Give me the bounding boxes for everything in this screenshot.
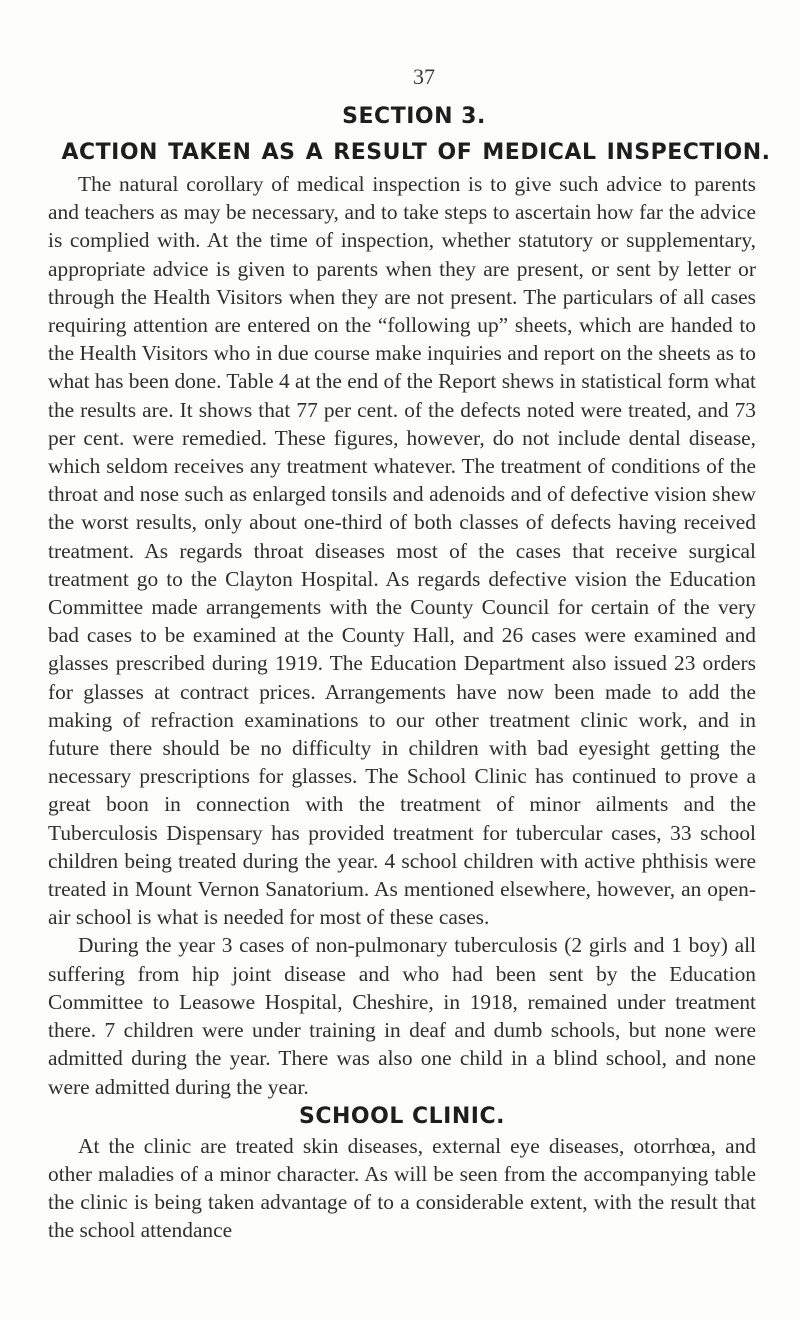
school-clinic-heading: SCHOOL CLINIC. (299, 1103, 505, 1129)
document-body (48, 170, 756, 1245)
paragraph-school-clinic: At the clinic are treated skin diseases, external eye diseases, otorrhœa, and other maladies of a minor character. As will be seen from the accompanying table the clinic is being taken advantage of to a considerable extent, with the result that the school attendance (48, 1133, 756, 1243)
page-number: 37 (413, 64, 435, 89)
paragraph-medical-inspection-actions: The natural corollary of medical inspection is to give such advice to parents and teachers as may be necessary, and to take steps to ascertain how far the advice is complied with. At the time of inspection, whether statutory or supplementary, appropriate advice is given to parents when they are present, or sent by letter or through the Health Visitors when they are not present. The particulars of all cases requiring attention are entered on the “following up” sheets, which are handed to the Health Visitors who in due course make inquiries and report on the sheets as to what has been done. Table 4 at the end of the Report shews in statistical form what the results are. It shows that 77 per cent. of the defects noted were treated, and 73 per cent. were remedied. These figures, however, do not include dental disease, which seldom receives any treatment whatever. The treatment of conditions of the throat and nose such as enlarged tonsils and adenoids and of defective vision shew the worst results, only about one-third of both classes of defects having received treatment. As regards throat diseases most of the cases that receive surgical treatment go to the Clayton Hospital. As regards defective vision the Education Committee made arrangements with the County Council for certain of the very bad cases to be examined at the County Hall, and 26 cases were examined and glasses prescribed during 1919. The Education Department also issued 23 orders for glasses at contract prices. Arrangements have now been made to add the making of refraction examinations to our other treatment clinic work, and in future there should be no difficulty in children with bad eyesight getting the necessary prescriptions for glasses. The School Clinic has continued to prove a great boon in connection with the treatment of minor ailments and the Tuberculosis Dispensary has provided treatment for tubercular cases, 33 school children being treated during the year. 4 school children with active phthisis were treated in Mount Vernon Sanatorium. As mentioned elsewhere, however, an open-air school is what is needed for most of these cases. (48, 172, 756, 930)
paragraph-tuberculosis-special-schools: During the year 3 cases of non-pulmonary tuberculosis (2 girls and 1 boy) all suffering from hip joint disease and who had been sent by the Education Committee to Leasowe Hospital, Cheshire, in 1918, remained under treatment there. 7 children were under training in deaf and dumb schools, but none were admitted during the year. There was also one child in a blind school, and none were admitted during the year. (48, 933, 756, 1099)
section-title: SECTION 3. (342, 104, 486, 129)
section-subtitle: ACTION TAKEN AS A RESULT OF MEDICAL INSPECTION. (61, 140, 771, 165)
